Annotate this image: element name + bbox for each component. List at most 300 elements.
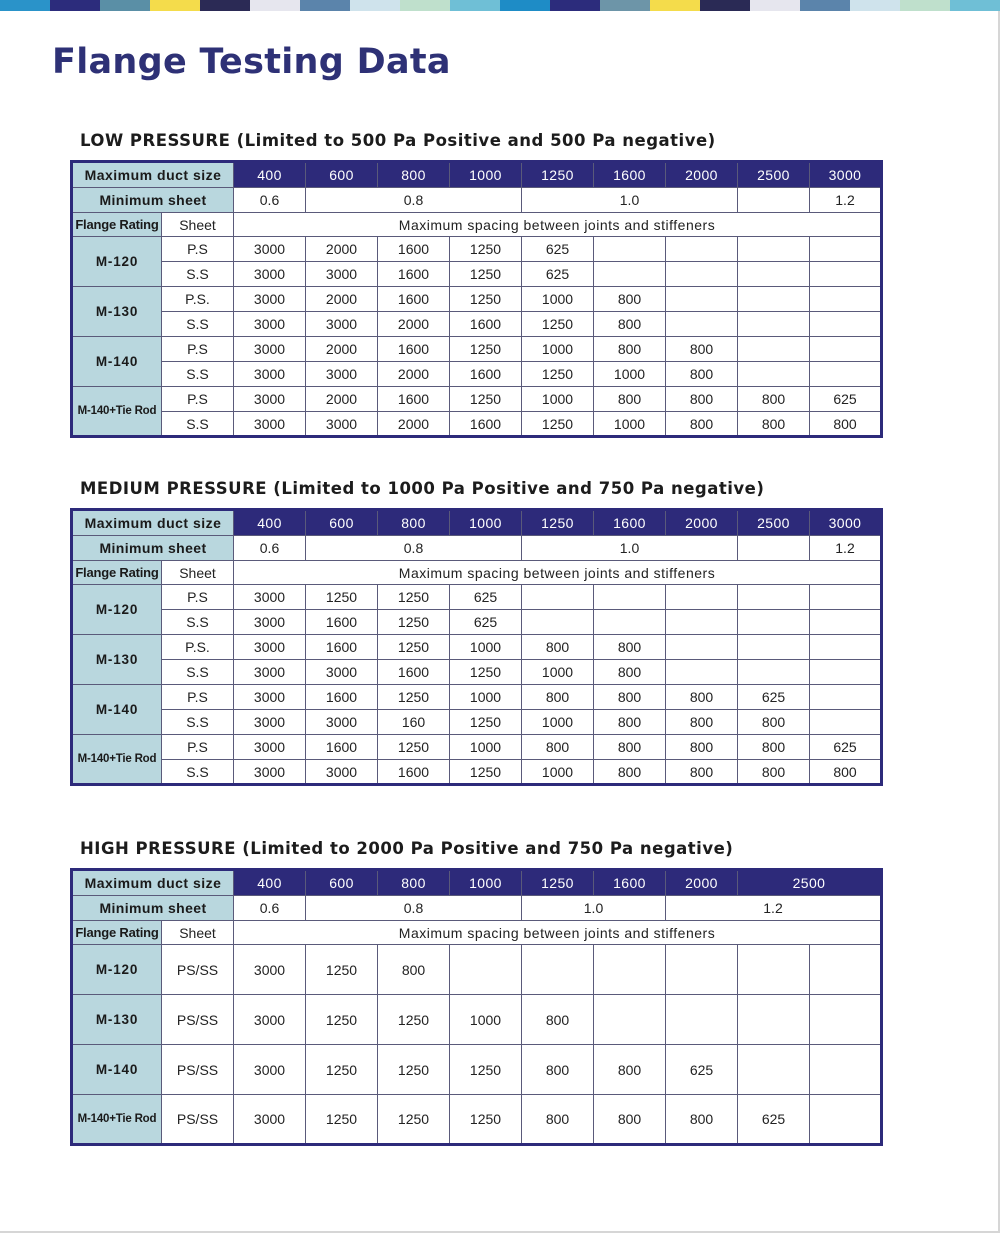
table-cell bbox=[522, 585, 594, 610]
sheet-type: PS/SS bbox=[162, 945, 234, 995]
table-row bbox=[72, 312, 882, 337]
size-header: 1600 bbox=[594, 510, 666, 536]
table-cell: 3000 bbox=[234, 735, 306, 760]
table-row bbox=[72, 760, 882, 785]
size-header: 400 bbox=[234, 870, 306, 896]
flange-rating: M-120 bbox=[72, 237, 162, 287]
table-cell: 1000 bbox=[450, 995, 522, 1045]
sheet-type: S.S bbox=[162, 660, 234, 685]
flange-rating-label: Flange Rating bbox=[72, 561, 162, 585]
table-cell: 800 bbox=[666, 735, 738, 760]
table-cell: 1250 bbox=[522, 312, 594, 337]
min-sheet-value: 0.6 bbox=[234, 896, 306, 921]
table-cell bbox=[594, 945, 666, 995]
table-cell: 3000 bbox=[234, 660, 306, 685]
table-cell: 1250 bbox=[378, 685, 450, 710]
table-cell: 3000 bbox=[306, 312, 378, 337]
table-cell: 1600 bbox=[450, 362, 522, 387]
table-cell: 800 bbox=[666, 387, 738, 412]
table-cell: 1250 bbox=[450, 660, 522, 685]
table-cell: 3000 bbox=[234, 337, 306, 362]
table-cell bbox=[810, 995, 882, 1045]
table-cell bbox=[738, 536, 810, 561]
table-cell: 800 bbox=[522, 735, 594, 760]
table-cell: 1600 bbox=[306, 735, 378, 760]
table-cell: 800 bbox=[594, 1095, 666, 1145]
table-row bbox=[72, 945, 882, 995]
table-cell bbox=[666, 945, 738, 995]
table-cell: 3000 bbox=[234, 412, 306, 437]
stripe-segment bbox=[550, 0, 600, 11]
table-cell: 3000 bbox=[234, 287, 306, 312]
sheet-type: S.S bbox=[162, 362, 234, 387]
table-cell bbox=[666, 585, 738, 610]
flange-rating-label: Flange Rating bbox=[72, 921, 162, 945]
table-cell bbox=[594, 237, 666, 262]
spacing-note: Maximum spacing between joints and stiffeners bbox=[234, 213, 882, 237]
table-cell: 625 bbox=[450, 585, 522, 610]
max-duct-size-label: Maximum duct size bbox=[72, 510, 234, 536]
sheet-type: S.S bbox=[162, 760, 234, 785]
table-cell: 800 bbox=[666, 337, 738, 362]
table-cell bbox=[810, 610, 882, 635]
size-header: 1600 bbox=[594, 162, 666, 188]
table-cell bbox=[738, 362, 810, 387]
table-cell: 1000 bbox=[522, 710, 594, 735]
table-cell: 3000 bbox=[234, 387, 306, 412]
table-cell: 1000 bbox=[450, 685, 522, 710]
table-cell: 1600 bbox=[378, 262, 450, 287]
table-cell bbox=[810, 237, 882, 262]
table-cell: 800 bbox=[666, 760, 738, 785]
table-cell: 1250 bbox=[306, 1045, 378, 1095]
sheet-type: S.S bbox=[162, 412, 234, 437]
flange-rating: M-140+Tie Rod bbox=[72, 387, 162, 437]
table-cell: 3000 bbox=[234, 685, 306, 710]
table-cell: 1250 bbox=[522, 412, 594, 437]
table-cell bbox=[738, 337, 810, 362]
table-cell bbox=[738, 312, 810, 337]
sheet-type: PS/SS bbox=[162, 1095, 234, 1145]
table-cell bbox=[810, 710, 882, 735]
min-sheet-value: 1.0 bbox=[522, 188, 738, 213]
min-sheet-value: 0.8 bbox=[306, 536, 522, 561]
sheet-type: P.S bbox=[162, 585, 234, 610]
table-cell: 3000 bbox=[234, 1095, 306, 1145]
table-cell: 800 bbox=[738, 760, 810, 785]
low-pressure-table bbox=[70, 160, 883, 438]
stripe-segment bbox=[900, 0, 950, 11]
flange-rating: M-130 bbox=[72, 287, 162, 337]
table-row bbox=[72, 412, 882, 437]
table-row bbox=[72, 362, 882, 387]
table-cell: 2000 bbox=[378, 412, 450, 437]
flange-rating: M-140 bbox=[72, 337, 162, 387]
table-cell: 3000 bbox=[234, 610, 306, 635]
table-row bbox=[72, 287, 882, 312]
table-cell: 625 bbox=[738, 1095, 810, 1145]
table-row bbox=[72, 585, 882, 610]
table-cell: 800 bbox=[810, 412, 882, 437]
table-cell: 3000 bbox=[306, 362, 378, 387]
table-cell bbox=[594, 585, 666, 610]
table-cell: 1000 bbox=[522, 387, 594, 412]
table-cell bbox=[810, 945, 882, 995]
table-cell bbox=[810, 585, 882, 610]
table-cell: 2000 bbox=[378, 312, 450, 337]
size-header: 2000 bbox=[666, 870, 738, 896]
table-cell bbox=[810, 635, 882, 660]
table-cell: 1000 bbox=[450, 735, 522, 760]
table-cell: 3000 bbox=[234, 1045, 306, 1095]
table-cell: 3000 bbox=[306, 412, 378, 437]
size-header: 1600 bbox=[594, 870, 666, 896]
stripe-segment bbox=[50, 0, 100, 11]
flange-rating: M-140 bbox=[72, 685, 162, 735]
stripe-segment bbox=[700, 0, 750, 11]
min-sheet-row bbox=[72, 188, 882, 213]
sheet-type: P.S bbox=[162, 685, 234, 710]
table-cell bbox=[666, 610, 738, 635]
table-cell: 800 bbox=[594, 710, 666, 735]
table-cell: 625 bbox=[810, 735, 882, 760]
table-cell bbox=[738, 287, 810, 312]
stripe-segment bbox=[650, 0, 700, 11]
table-cell: 800 bbox=[522, 1045, 594, 1095]
table-cell: 800 bbox=[738, 710, 810, 735]
flange-rating: M-130 bbox=[72, 995, 162, 1045]
table-cell: 1250 bbox=[306, 995, 378, 1045]
table-cell: 1600 bbox=[378, 287, 450, 312]
table-cell: 1250 bbox=[378, 1095, 450, 1145]
min-sheet-value: 0.6 bbox=[234, 188, 306, 213]
min-sheet-label: Minimum sheet bbox=[72, 896, 234, 921]
table-cell bbox=[738, 635, 810, 660]
table-cell bbox=[810, 362, 882, 387]
table-cell bbox=[738, 188, 810, 213]
min-sheet-value: 1.2 bbox=[810, 188, 882, 213]
size-header: 3000 bbox=[810, 162, 882, 188]
size-header: 2500 bbox=[738, 162, 810, 188]
table-cell: 1600 bbox=[378, 237, 450, 262]
table-cell: 2000 bbox=[306, 387, 378, 412]
table-row bbox=[72, 995, 882, 1045]
table-cell: 800 bbox=[594, 312, 666, 337]
table-cell: 1600 bbox=[306, 635, 378, 660]
table-cell: 1250 bbox=[450, 387, 522, 412]
size-header: 2000 bbox=[666, 162, 738, 188]
size-header: 600 bbox=[306, 870, 378, 896]
stripe-segment bbox=[450, 0, 500, 11]
table-cell bbox=[666, 287, 738, 312]
size-header-row bbox=[72, 870, 882, 896]
table-cell bbox=[810, 685, 882, 710]
table-cell bbox=[594, 995, 666, 1045]
table-cell: 1250 bbox=[450, 710, 522, 735]
min-sheet-value: 0.8 bbox=[306, 896, 522, 921]
table-cell: 800 bbox=[522, 995, 594, 1045]
stripe-segment bbox=[750, 0, 800, 11]
flange-rating: M-140 bbox=[72, 1045, 162, 1095]
table-cell bbox=[738, 610, 810, 635]
table-cell bbox=[738, 945, 810, 995]
table-cell: 625 bbox=[450, 610, 522, 635]
size-header: 800 bbox=[378, 510, 450, 536]
sheet-type: P.S. bbox=[162, 287, 234, 312]
sheet-type: P.S bbox=[162, 237, 234, 262]
sheet-type: PS/SS bbox=[162, 1045, 234, 1095]
table-cell bbox=[738, 237, 810, 262]
sheet-label: Sheet bbox=[162, 921, 234, 945]
table-cell bbox=[666, 312, 738, 337]
table-cell: 1250 bbox=[450, 1045, 522, 1095]
stripe-segment bbox=[850, 0, 900, 11]
table-cell: 1250 bbox=[450, 262, 522, 287]
table-cell: 1000 bbox=[594, 412, 666, 437]
table-cell: 1250 bbox=[378, 585, 450, 610]
stripe-segment bbox=[300, 0, 350, 11]
table-cell: 3000 bbox=[234, 362, 306, 387]
table-cell: 1000 bbox=[522, 660, 594, 685]
sheet-type: S.S bbox=[162, 710, 234, 735]
table-cell: 800 bbox=[594, 660, 666, 685]
table-cell bbox=[738, 262, 810, 287]
table-cell: 3000 bbox=[234, 635, 306, 660]
table-cell: 625 bbox=[738, 685, 810, 710]
flange-rating: M-140+Tie Rod bbox=[72, 735, 162, 785]
medium-pressure-title: MEDIUM PRESSURE (Limited to 1000 Pa Positive and 750 Pa negative) bbox=[80, 479, 765, 498]
flange-rating: M-140+Tie Rod bbox=[72, 1095, 162, 1145]
table-cell: 3000 bbox=[306, 760, 378, 785]
table-cell bbox=[810, 1095, 882, 1145]
size-header: 2500 bbox=[738, 510, 810, 536]
size-header: 1000 bbox=[450, 510, 522, 536]
min-sheet-value: 0.8 bbox=[306, 188, 522, 213]
table-cell: 800 bbox=[594, 635, 666, 660]
table-cell: 800 bbox=[738, 387, 810, 412]
table-cell bbox=[810, 1045, 882, 1095]
table-cell: 1250 bbox=[378, 635, 450, 660]
table-cell bbox=[450, 945, 522, 995]
rating-header-row bbox=[72, 921, 882, 945]
table-cell bbox=[666, 262, 738, 287]
table-cell: 3000 bbox=[234, 760, 306, 785]
size-header: 600 bbox=[306, 510, 378, 536]
stripe-segment bbox=[500, 0, 550, 11]
table-cell: 800 bbox=[666, 412, 738, 437]
table-cell: 800 bbox=[666, 685, 738, 710]
table-cell: 1000 bbox=[522, 287, 594, 312]
rating-header-row bbox=[72, 561, 882, 585]
table-cell: 1250 bbox=[450, 1095, 522, 1145]
sheet-type: S.S bbox=[162, 610, 234, 635]
table-cell: 1250 bbox=[450, 237, 522, 262]
table-cell bbox=[666, 660, 738, 685]
color-stripe-band bbox=[0, 0, 1000, 11]
table-row bbox=[72, 685, 882, 710]
sheet-type: P.S bbox=[162, 735, 234, 760]
table-cell: 1250 bbox=[378, 735, 450, 760]
table-cell: 800 bbox=[738, 412, 810, 437]
table-cell: 625 bbox=[522, 237, 594, 262]
min-sheet-row bbox=[72, 896, 882, 921]
size-header: 3000 bbox=[810, 510, 882, 536]
high-pressure-title: HIGH PRESSURE (Limited to 2000 Pa Positive and 750 Pa negative) bbox=[80, 839, 734, 858]
table-cell: 800 bbox=[522, 1095, 594, 1145]
table-row bbox=[72, 610, 882, 635]
table-cell: 800 bbox=[594, 735, 666, 760]
table-cell: 1250 bbox=[378, 610, 450, 635]
table-cell bbox=[810, 660, 882, 685]
table-cell: 1600 bbox=[306, 685, 378, 710]
table-cell: 1250 bbox=[450, 287, 522, 312]
table-cell: 3000 bbox=[306, 262, 378, 287]
table-cell bbox=[738, 995, 810, 1045]
table-cell: 1600 bbox=[450, 312, 522, 337]
stripe-segment bbox=[400, 0, 450, 11]
stripe-segment bbox=[250, 0, 300, 11]
table-cell bbox=[810, 312, 882, 337]
stripe-segment bbox=[600, 0, 650, 11]
sheet-type: S.S bbox=[162, 312, 234, 337]
spacing-note: Maximum spacing between joints and stiffeners bbox=[234, 921, 882, 945]
size-header: 1250 bbox=[522, 510, 594, 536]
table-cell: 1000 bbox=[522, 760, 594, 785]
table-cell bbox=[522, 610, 594, 635]
flange-rating: M-130 bbox=[72, 635, 162, 685]
table-row bbox=[72, 1095, 882, 1145]
table-cell bbox=[522, 945, 594, 995]
max-duct-size-label: Maximum duct size bbox=[72, 870, 234, 896]
table-cell: 1000 bbox=[450, 635, 522, 660]
table-cell bbox=[594, 262, 666, 287]
size-header: 2500 bbox=[738, 870, 882, 896]
table-cell: 2000 bbox=[306, 287, 378, 312]
table-cell: 3000 bbox=[234, 585, 306, 610]
min-sheet-value: 1.2 bbox=[810, 536, 882, 561]
table-cell: 1600 bbox=[378, 760, 450, 785]
table-cell: 1600 bbox=[306, 610, 378, 635]
table-cell bbox=[738, 585, 810, 610]
table-cell: 1600 bbox=[450, 412, 522, 437]
flange-rating: M-120 bbox=[72, 945, 162, 995]
sheet-type: P.S bbox=[162, 387, 234, 412]
table-cell: 3000 bbox=[234, 312, 306, 337]
min-sheet-label: Minimum sheet bbox=[72, 536, 234, 561]
table-row bbox=[72, 635, 882, 660]
table-cell: 2000 bbox=[378, 362, 450, 387]
table-row bbox=[72, 1045, 882, 1095]
low-pressure-title: LOW PRESSURE (Limited to 500 Pa Positive and 500 Pa negative) bbox=[80, 131, 716, 150]
table-cell bbox=[666, 995, 738, 1045]
table-cell: 1000 bbox=[522, 337, 594, 362]
table-cell: 800 bbox=[522, 685, 594, 710]
table-cell: 800 bbox=[810, 760, 882, 785]
stripe-segment bbox=[150, 0, 200, 11]
table-cell: 1250 bbox=[306, 1095, 378, 1145]
min-sheet-row bbox=[72, 536, 882, 561]
table-cell: 1600 bbox=[378, 660, 450, 685]
rating-header-row bbox=[72, 213, 882, 237]
table-cell: 1000 bbox=[594, 362, 666, 387]
sheet-label: Sheet bbox=[162, 213, 234, 237]
size-header: 600 bbox=[306, 162, 378, 188]
size-header: 800 bbox=[378, 162, 450, 188]
table-cell: 800 bbox=[594, 387, 666, 412]
table-cell: 1600 bbox=[378, 337, 450, 362]
table-cell bbox=[666, 635, 738, 660]
table-row bbox=[72, 710, 882, 735]
min-sheet-value: 1.0 bbox=[522, 896, 666, 921]
size-header: 1000 bbox=[450, 162, 522, 188]
stripe-segment bbox=[350, 0, 400, 11]
size-header: 400 bbox=[234, 162, 306, 188]
table-cell: 800 bbox=[666, 362, 738, 387]
max-duct-size-label: Maximum duct size bbox=[72, 162, 234, 188]
table-cell bbox=[810, 262, 882, 287]
sheet-type: P.S bbox=[162, 337, 234, 362]
high-pressure-table bbox=[70, 868, 883, 1146]
table-cell bbox=[738, 660, 810, 685]
table-row bbox=[72, 337, 882, 362]
table-row bbox=[72, 735, 882, 760]
size-header-row bbox=[72, 162, 882, 188]
table-cell bbox=[810, 337, 882, 362]
stripe-segment bbox=[100, 0, 150, 11]
table-cell: 160 bbox=[378, 710, 450, 735]
size-header: 1250 bbox=[522, 870, 594, 896]
size-header: 800 bbox=[378, 870, 450, 896]
sheet-label: Sheet bbox=[162, 561, 234, 585]
stripe-segment bbox=[200, 0, 250, 11]
table-cell: 625 bbox=[666, 1045, 738, 1095]
stripe-segment bbox=[950, 0, 1000, 11]
flange-rating: M-120 bbox=[72, 585, 162, 635]
table-cell: 1250 bbox=[450, 760, 522, 785]
table-cell: 2000 bbox=[306, 237, 378, 262]
table-cell: 2000 bbox=[306, 337, 378, 362]
table-cell bbox=[810, 287, 882, 312]
table-cell: 1250 bbox=[378, 1045, 450, 1095]
min-sheet-value: 1.0 bbox=[522, 536, 738, 561]
min-sheet-value: 0.6 bbox=[234, 536, 306, 561]
size-header: 400 bbox=[234, 510, 306, 536]
table-cell: 1600 bbox=[378, 387, 450, 412]
table-row bbox=[72, 237, 882, 262]
size-header: 1000 bbox=[450, 870, 522, 896]
table-cell bbox=[666, 237, 738, 262]
table-row bbox=[72, 262, 882, 287]
table-cell: 800 bbox=[594, 1045, 666, 1095]
table-cell bbox=[594, 610, 666, 635]
flange-rating-label: Flange Rating bbox=[72, 213, 162, 237]
table-cell: 625 bbox=[522, 262, 594, 287]
table-cell: 1250 bbox=[306, 945, 378, 995]
size-header: 2000 bbox=[666, 510, 738, 536]
sheet-type: P.S. bbox=[162, 635, 234, 660]
table-row bbox=[72, 660, 882, 685]
min-sheet-value: 1.2 bbox=[666, 896, 882, 921]
table-cell: 3000 bbox=[234, 262, 306, 287]
table-cell: 3000 bbox=[234, 710, 306, 735]
table-cell: 800 bbox=[738, 735, 810, 760]
sheet-type: S.S bbox=[162, 262, 234, 287]
table-cell: 625 bbox=[810, 387, 882, 412]
sheet-type: PS/SS bbox=[162, 995, 234, 1045]
table-cell: 3000 bbox=[306, 660, 378, 685]
table-cell: 800 bbox=[594, 337, 666, 362]
table-row bbox=[72, 387, 882, 412]
